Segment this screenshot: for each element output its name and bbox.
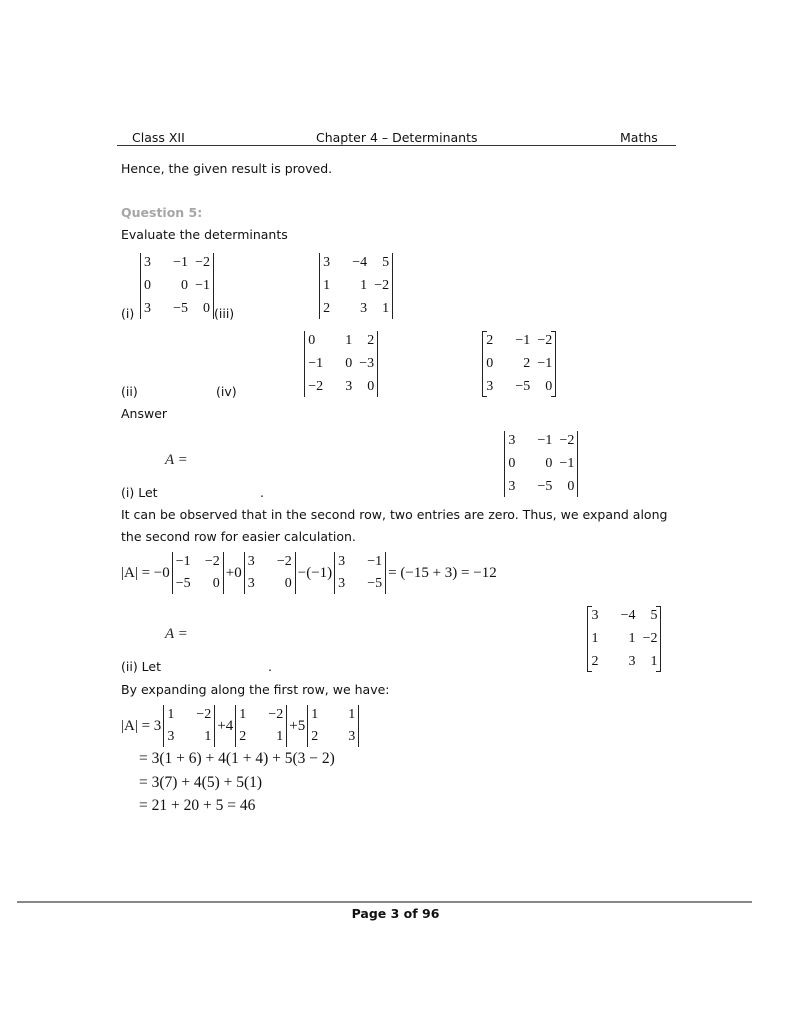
matrix-cell: −5 (367, 576, 383, 591)
matrix-cell: −2 (642, 631, 658, 646)
matrix-cell: −1 (537, 433, 553, 448)
matrix-cell: 1 (311, 707, 319, 722)
matrix-cell: 3 (508, 433, 516, 448)
matrix-cell: −2 (374, 278, 390, 293)
matrix-cell: −2 (537, 333, 553, 348)
matrix-cell: 2 (591, 654, 599, 669)
matrix-cell: 3 (144, 255, 151, 270)
matrix-cell: 3 (144, 301, 151, 316)
matrix-cell: 3 (360, 301, 368, 316)
expansion-op-3: −(−1) (297, 564, 333, 581)
part-label-i: (i) (121, 306, 135, 321)
matrix-cell: −1 (308, 356, 324, 371)
matrix-cell: −1 (195, 278, 210, 293)
matrix-cell: −1 (173, 255, 188, 270)
header-divider (117, 145, 676, 146)
matrix-cell: 2 (239, 729, 247, 744)
answer-i-expansion (121, 552, 497, 594)
matrix-cell: 0 (367, 379, 375, 394)
determinant-iii (319, 253, 393, 319)
matrix-cell: 1 (345, 333, 353, 348)
question-title: Question 5: (121, 205, 203, 220)
matrix-cell: 0 (203, 301, 210, 316)
expansion-op-2: +0 (225, 564, 242, 581)
matrix-cell: 3 (338, 554, 346, 569)
matrix-cell: 0 (181, 278, 188, 293)
matrix-cell: 0 (308, 333, 316, 348)
matrix-cell: 1 (360, 278, 368, 293)
matrix-cell: 3 (338, 576, 346, 591)
matrix-cell: −1 (559, 456, 575, 471)
expansion-lhs: |A| = −0 (121, 564, 170, 581)
matrix-cell: 0 (144, 278, 151, 293)
determinant-i (140, 253, 214, 319)
minor-2 (235, 705, 287, 747)
header-chapter: Chapter 4 – Determinants (316, 130, 478, 145)
matrix-cell: 0 (545, 456, 553, 471)
matrix-cell: 0 (486, 356, 494, 371)
matrix-cell: 1 (650, 654, 658, 669)
matrix-cell: −2 (276, 554, 292, 569)
matrix-cell: 1 (348, 707, 356, 722)
matrix-cell: −2 (204, 554, 220, 569)
determinant-ii (304, 331, 378, 397)
matrix-cell: −1 (515, 333, 531, 348)
matrix-cell: −4 (352, 255, 368, 270)
matrix-cell: −1 (367, 554, 383, 569)
matrix-cell: 1 (628, 631, 636, 646)
minor-2 (244, 552, 296, 594)
matrix-cell: 0 (508, 456, 516, 471)
matrix-cell: 1 (167, 707, 175, 722)
matrix-cell: 3 (167, 729, 175, 744)
answer-ii-expansion (121, 705, 359, 747)
matrix-cell: 3 (345, 379, 353, 394)
matrix-cell: −2 (559, 433, 575, 448)
matrix-cell: 3 (628, 654, 636, 669)
matrix-cell: 2 (523, 356, 531, 371)
minor-3 (307, 705, 359, 747)
matrix-cell: −3 (359, 356, 375, 371)
matrix-cell: −5 (173, 301, 188, 316)
matrix-cell: −5 (537, 479, 553, 494)
matrix-cell: 5 (382, 255, 390, 270)
minor-1 (163, 705, 215, 747)
expansion-result: = (−15 + 3) = −12 (388, 564, 497, 581)
matrix-cell: 1 (276, 729, 284, 744)
matrix-cell: −5 (515, 379, 531, 394)
matrix-cell: 3 (247, 576, 255, 591)
matrix-cell: 2 (486, 333, 494, 348)
matrix-cell: 1 (591, 631, 599, 646)
matrix-cell: −2 (196, 707, 212, 722)
matrix-cell: 3 (247, 554, 255, 569)
answer-ii-step-2: = 3(7) + 4(5) + 5(1) (139, 774, 263, 791)
matrix-cell: −5 (175, 576, 191, 591)
period: . (260, 485, 264, 500)
answer-i-explanation-2: the second row for easier calculation. (121, 529, 356, 544)
matrix-cell: 2 (323, 301, 331, 316)
answer-i-lhs: A = (165, 452, 188, 468)
answer-ii-step-1: = 3(1 + 6) + 4(1 + 4) + 5(3 − 2) (139, 750, 335, 767)
matrix-cell: 0 (567, 479, 575, 494)
part-label-ii: (ii) (121, 384, 138, 399)
matrix-cell: 3 (508, 479, 516, 494)
period: . (268, 659, 272, 674)
expansion-op-3: +5 (289, 717, 306, 734)
matrix-cell: 3 (348, 729, 356, 744)
part-label-iii: (iii) (214, 306, 235, 321)
expansion-op-2: +4 (217, 717, 234, 734)
matrix-cell: −2 (308, 379, 324, 394)
matrix-cell: −2 (268, 707, 284, 722)
answer-ii-lhs: A = (165, 626, 188, 642)
matrix-iv (482, 331, 556, 397)
footer-divider (17, 901, 752, 903)
answer-title: Answer (121, 406, 168, 421)
answer-i-determinant (504, 431, 578, 497)
question-prompt: Evaluate the determinants (121, 227, 288, 242)
matrix-cell: 1 (382, 301, 390, 316)
matrix-cell: 0 (284, 576, 292, 591)
minor-3 (334, 552, 386, 594)
matrix-cell: 3 (323, 255, 331, 270)
answer-i-explanation-1: It can be observed that in the second row, two entries are zero. Thus, we expand along (121, 507, 668, 522)
matrix-cell: 3 (486, 379, 494, 394)
matrix-cell: −1 (537, 356, 553, 371)
matrix-cell: 1 (204, 729, 212, 744)
matrix-cell: 0 (212, 576, 220, 591)
answer-ii-matrix (587, 606, 661, 672)
matrix-cell: 0 (345, 356, 353, 371)
matrix-cell: 2 (367, 333, 375, 348)
answer-i-label: (i) Let (121, 485, 158, 500)
matrix-cell: −1 (175, 554, 191, 569)
header-subject: Maths (620, 130, 658, 145)
header-class: Class XII (132, 130, 185, 145)
intro-text: Hence, the given result is proved. (121, 161, 333, 176)
answer-ii-explanation: By expanding along the first row, we have: (121, 682, 390, 697)
matrix-cell: 1 (323, 278, 331, 293)
matrix-cell: 0 (545, 379, 553, 394)
expansion-lhs: |A| = 3 (121, 717, 162, 734)
matrix-cell: −4 (620, 608, 636, 623)
matrix-cell: −2 (195, 255, 210, 270)
matrix-cell: 2 (311, 729, 319, 744)
matrix-cell: 3 (591, 608, 599, 623)
page-number: Page 3 of 96 (351, 906, 440, 921)
matrix-cell: 5 (650, 608, 658, 623)
minor-1 (172, 552, 224, 594)
answer-ii-label: (ii) Let (121, 659, 162, 674)
answer-ii-step-3: = 21 + 20 + 5 = 46 (139, 797, 256, 814)
matrix-cell: 1 (239, 707, 247, 722)
part-label-iv: (iv) (216, 384, 237, 399)
